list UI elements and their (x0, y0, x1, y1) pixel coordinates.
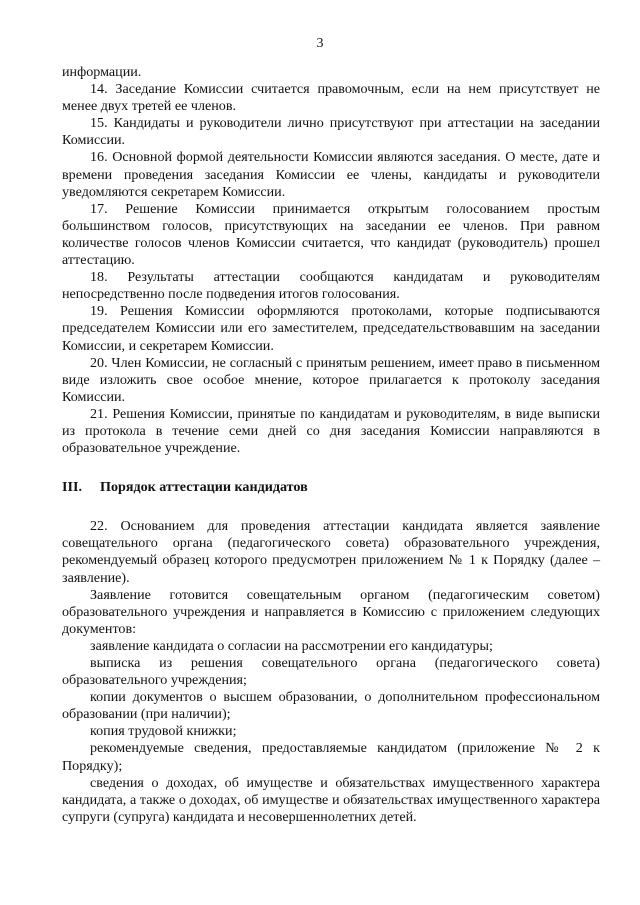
paragraph-doc1: заявление кандидата о согласии на рассмотрении его кандидатуры; (90, 637, 493, 654)
paragraph-p19: 19. Решения Комиссии оформляются протоколами, которые подписываются председателем Комиссии или его заместителем, председательствовавшим на заседании Комиссии, и секретарем Комиссии. (62, 303, 600, 354)
page-number: 3 (316, 36, 324, 51)
paragraph-p14: 14. Заседание Комиссии считается правомочным, если на нем присутствует не менее двух третей ее членов. (62, 81, 600, 115)
paragraph-doc2: выписка из решения совещательного органа (педагогического совета) образовательного учреждения; (62, 655, 600, 689)
section-heading (62, 479, 600, 496)
paragraph-doc6: сведения о доходах, об имуществе и обязательствах имущественного характера кандидата, а также о доходах, об имуществе и обязательствах имущественного характера супруги (супруга) кандидата и несовершеннолетних детей. (62, 774, 600, 825)
paragraph-p17: 17. Решение Комиссии принимается открытым голосованием простым большинством голосов, присутствующих на заседании ее членов. При равном количестве голосов членов Комиссии считается, что кандидат (руководитель) прошел аттестацию. (62, 200, 600, 269)
section-number: III. (62, 479, 82, 496)
paragraph-p13-end: информации. (62, 64, 142, 80)
section-title: Порядок аттестации кандидатов (99, 479, 308, 496)
paragraph-p21: 21. Решения Комиссии, принятые по кандидатам и руководителям, в виде выписки из протокола в течение семи дней со дня заседания Комиссии направляются в образовательное учреждение. (62, 405, 600, 457)
paragraph-p22: 22. Основанием для проведения аттестации кандидата является заявление совещательного органа (педагогического совета) образовательного учреждения, рекомендуемый образец которого предусмотрен приложением № 1 к Порядку (далее – заявление). (62, 518, 600, 586)
paragraph-p18: 18. Результаты аттестации сообщаются кандидатам и руководителям непосредственно после подведения итогов голосования. (62, 269, 600, 303)
paragraphs-before-heading (62, 64, 600, 457)
paragraph-p15: 15. Кандидаты и руководители лично присутствуют при аттестации на заседании Комиссии. (62, 115, 600, 149)
paragraph-p16: 16. Основной формой деятельности Комиссии являются заседания. О месте, дате и времени проведения заседания Комиссии ее члены, кандидаты и руководители уведомляются секретарем Комиссии. (62, 149, 600, 200)
paragraphs-after-heading (62, 518, 600, 826)
document-body (62, 64, 600, 826)
paragraph-doc3: копии документов о высшем образовании, о дополнительном профессиональном образовании (при наличии); (62, 689, 600, 723)
paragraph-doc5: рекомендуемые сведения, предоставляемые кандидатом (приложение № 2 к Порядку); (62, 740, 600, 774)
paragraph-p22-2: Заявление готовится совещательным органом (педагогическим советом) образовательного учреждения и направляется в Комиссию с приложением следующих документов: (62, 586, 600, 637)
paragraph-p20: 20. Член Комиссии, не согласный с принятым решением, имеет право в письменном виде изложить свое особое мнение, которое прилагается к протоколу заседания Комиссии. (62, 354, 600, 405)
paragraph-doc4: копия трудовой книжки; (90, 723, 237, 740)
